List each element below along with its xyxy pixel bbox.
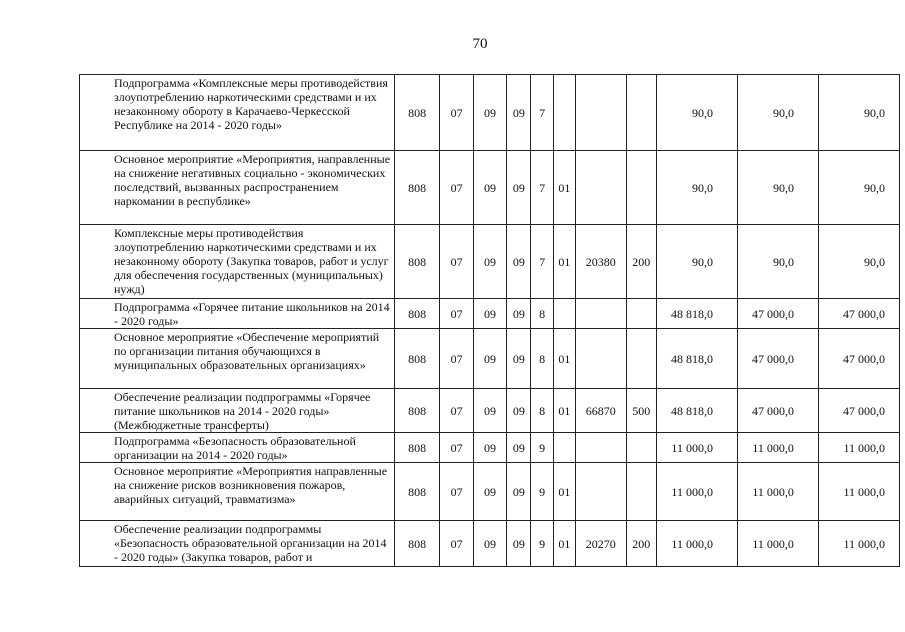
- code-program: 09: [507, 521, 531, 567]
- code-event: 01: [553, 521, 575, 567]
- code-subprogram: 7: [531, 75, 553, 151]
- code-direction: [576, 433, 627, 463]
- amount-year-1: 11 000,0: [656, 521, 737, 567]
- code-expense-type: [626, 299, 656, 329]
- code-event: [553, 433, 575, 463]
- code-event: 01: [553, 463, 575, 521]
- code-subsection: 09: [473, 299, 506, 329]
- code-program: 09: [507, 299, 531, 329]
- code-section: 07: [440, 389, 473, 433]
- code-subsection: 09: [473, 75, 506, 151]
- code-expense-type: [626, 75, 656, 151]
- code-direction: [576, 299, 627, 329]
- amount-year-3: 90,0: [818, 75, 899, 151]
- row-name: Подпрограмма «Горячее питание школьников на 2014 - 2020 годы»: [80, 299, 395, 329]
- code-section: 07: [440, 463, 473, 521]
- code-event: 01: [553, 329, 575, 389]
- table-row: [80, 463, 900, 521]
- amount-year-1: 48 818,0: [656, 389, 737, 433]
- code-direction: [576, 151, 627, 225]
- code-subprogram: 9: [531, 521, 553, 567]
- amount-year-1: 48 818,0: [656, 299, 737, 329]
- code-admin: 808: [394, 225, 440, 299]
- table-row: [80, 433, 900, 463]
- code-event: 01: [553, 389, 575, 433]
- code-subprogram: 8: [531, 389, 553, 433]
- amount-year-2: 47 000,0: [737, 329, 818, 389]
- code-event: [553, 299, 575, 329]
- code-expense-type: 200: [626, 225, 656, 299]
- table-row: [80, 389, 900, 433]
- code-admin: 808: [394, 389, 440, 433]
- code-subprogram: 9: [531, 463, 553, 521]
- code-section: 07: [440, 433, 473, 463]
- row-name: Основное мероприятие «Мероприятия, направленные на снижение негативных социально - экономических последствий, вызванных распространением наркомании в республике»: [80, 151, 395, 225]
- amount-year-3: 47 000,0: [818, 389, 899, 433]
- code-event: 01: [553, 151, 575, 225]
- code-event: [553, 75, 575, 151]
- table-row: [80, 521, 900, 567]
- code-expense-type: [626, 433, 656, 463]
- row-name: Основное мероприятие «Мероприятия направленные на снижение рисков возникновения пожаров, аварийных ситуаций, травматизма»: [80, 463, 395, 521]
- table-row: [80, 75, 900, 151]
- amount-year-3: 90,0: [818, 225, 899, 299]
- amount-year-2: 90,0: [737, 225, 818, 299]
- page-number: 70: [472, 36, 488, 52]
- amount-year-3: 47 000,0: [818, 329, 899, 389]
- amount-year-2: 47 000,0: [737, 389, 818, 433]
- code-direction: 20270: [576, 521, 627, 567]
- amount-year-3: 11 000,0: [818, 463, 899, 521]
- code-subprogram: 8: [531, 329, 553, 389]
- code-subsection: 09: [473, 433, 506, 463]
- amount-year-1: 48 818,0: [656, 329, 737, 389]
- amount-year-1: 11 000,0: [656, 433, 737, 463]
- code-subprogram: 7: [531, 225, 553, 299]
- code-admin: 808: [394, 463, 440, 521]
- code-admin: 808: [394, 329, 440, 389]
- amount-year-2: 11 000,0: [737, 463, 818, 521]
- code-program: 09: [507, 75, 531, 151]
- code-event: 01: [553, 225, 575, 299]
- code-expense-type: [626, 151, 656, 225]
- row-name: Обеспечение реализации подпрограммы «Горячее питание школьников на 2014 - 2020 годы» (Межбюджетные трансферты): [80, 389, 395, 433]
- amount-year-1: 11 000,0: [656, 463, 737, 521]
- code-admin: 808: [394, 151, 440, 225]
- amount-year-3: 11 000,0: [818, 433, 899, 463]
- code-expense-type: [626, 463, 656, 521]
- amount-year-3: 47 000,0: [818, 299, 899, 329]
- amount-year-1: 90,0: [656, 151, 737, 225]
- code-direction: 20380: [576, 225, 627, 299]
- table-row: [80, 299, 900, 329]
- budget-table: [79, 74, 900, 567]
- row-name: Обеспечение реализации подпрограммы «Безопасность образовательной организации на 2014 - 2020 годы» (Закупка товаров, работ и: [80, 521, 395, 567]
- code-program: 09: [507, 329, 531, 389]
- code-admin: 808: [394, 299, 440, 329]
- code-program: 09: [507, 433, 531, 463]
- code-subsection: 09: [473, 151, 506, 225]
- table-row: [80, 151, 900, 225]
- code-section: 07: [440, 521, 473, 567]
- code-program: 09: [507, 151, 531, 225]
- code-subprogram: 7: [531, 151, 553, 225]
- code-program: 09: [507, 389, 531, 433]
- amount-year-2: 90,0: [737, 151, 818, 225]
- code-section: 07: [440, 225, 473, 299]
- amount-year-3: 90,0: [818, 151, 899, 225]
- code-direction: 66870: [576, 389, 627, 433]
- code-section: 07: [440, 299, 473, 329]
- amount-year-2: 90,0: [737, 75, 818, 151]
- code-subsection: 09: [473, 389, 506, 433]
- code-subsection: 09: [473, 463, 506, 521]
- code-subsection: 09: [473, 329, 506, 389]
- code-direction: [576, 463, 627, 521]
- amount-year-2: 47 000,0: [737, 299, 818, 329]
- code-admin: 808: [394, 433, 440, 463]
- code-section: 07: [440, 151, 473, 225]
- code-direction: [576, 75, 627, 151]
- code-expense-type: 500: [626, 389, 656, 433]
- row-name: Основное мероприятие «Обеспечение мероприятий по организации питания обучающихся в муниципальных образовательных организациях»: [80, 329, 395, 389]
- code-expense-type: 200: [626, 521, 656, 567]
- amount-year-1: 90,0: [656, 75, 737, 151]
- code-program: 09: [507, 463, 531, 521]
- table-row: [80, 225, 900, 299]
- amount-year-2: 11 000,0: [737, 433, 818, 463]
- code-admin: 808: [394, 521, 440, 567]
- code-section: 07: [440, 329, 473, 389]
- code-subprogram: 9: [531, 433, 553, 463]
- code-subsection: 09: [473, 521, 506, 567]
- code-expense-type: [626, 329, 656, 389]
- code-program: 09: [507, 225, 531, 299]
- row-name: Подпрограмма «Безопасность образовательной организации на 2014 - 2020 годы»: [80, 433, 395, 463]
- row-name: Комплексные меры противодействия злоупотреблению наркотическими средствами и их незаконному обороту (Закупка товаров, работ и услуг для обеспечения государственных (муниципальных) нужд): [80, 225, 395, 299]
- amount-year-3: 11 000,0: [818, 521, 899, 567]
- code-direction: [576, 329, 627, 389]
- table-row: [80, 329, 900, 389]
- code-subsection: 09: [473, 225, 506, 299]
- amount-year-1: 90,0: [656, 225, 737, 299]
- amount-year-2: 11 000,0: [737, 521, 818, 567]
- row-name: Подпрограмма «Комплексные меры противодействия злоупотреблению наркотическими средствами и их незаконному обороту в Карачаево-Черкесской Республике на 2014 - 2020 годы»: [80, 75, 395, 151]
- code-section: 07: [440, 75, 473, 151]
- code-subprogram: 8: [531, 299, 553, 329]
- code-admin: 808: [394, 75, 440, 151]
